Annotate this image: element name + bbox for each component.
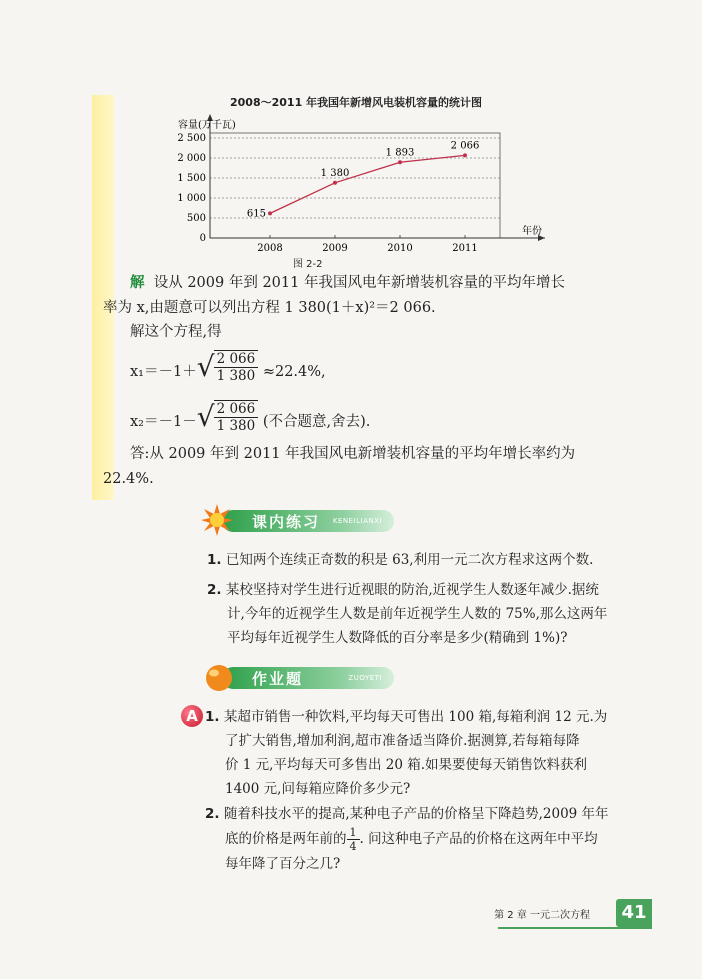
homework-pinyin: ZUOYETI — [348, 674, 382, 682]
data-label: 1 380 — [320, 167, 350, 179]
chart-plot — [150, 104, 550, 269]
practice-title: 课内练习 — [252, 513, 321, 531]
item-text: 随着科技水平的提高,某种电子产品的价格呈下降趋势,2009 年年 — [223, 806, 609, 822]
y-tick-label: 1 000 — [177, 193, 206, 204]
data-point — [268, 211, 272, 215]
practice-item-2-line-2: 计,今年的近视学生人数是前年近视学生人数的 75%,那么这两年 — [227, 606, 608, 622]
x-tick-label: 2009 — [322, 243, 348, 254]
practice-item-2-line-3: 平均每年近视学生人数降低的百分率是多少(精确到 1%)? — [227, 630, 568, 646]
frac-num: 1 — [347, 826, 360, 840]
practice-pinyin: KENEILIANXI — [332, 517, 382, 525]
x-tick-label: 2010 — [387, 243, 413, 254]
sqrt-x1: √ $\frac{2 066}{1 380}$ — [197, 350, 259, 384]
item-number: 1. — [205, 709, 220, 725]
frac-den: 4 — [349, 840, 357, 853]
chapter-footer: 第 2 章 一元二次方程 — [494, 910, 590, 921]
root-x1 — [130, 350, 326, 384]
frac-num: 2 066 — [214, 351, 259, 368]
solution-label: 解 — [130, 274, 145, 291]
item-text: 某超市销售一种饮料,平均每天可售出 100 箱,每箱利润 12 元.为 — [223, 709, 608, 725]
frac-den: 1 380 — [216, 368, 256, 384]
homework-item-1-line-3: 价 1 元,平均每天可多售出 20 箱.如果要使每天销售饮料获利 — [225, 757, 588, 773]
item-number: 1. — [207, 552, 222, 568]
level-a-badge: A — [181, 705, 203, 727]
sqrt-x2: √ $\frac{2 066}{1 380}$ — [197, 400, 259, 434]
data-point — [333, 181, 337, 185]
root-x2 — [130, 400, 370, 434]
homework-banner — [222, 667, 394, 689]
homework-item-2-line-3: 每年降了百分之几? — [225, 856, 341, 872]
solution-line-2: 率为 x,由题意可以列出方程 1 380(1＋x)²＝2 066. — [103, 300, 436, 316]
sun-icon — [200, 503, 234, 537]
x-tick-label: 2011 — [452, 243, 478, 254]
solution-text-1: 设从 2009 年到 2011 年我国风电年新增装机容量的平均年增长 — [153, 275, 565, 291]
answer-line-2: 22.4%. — [103, 471, 154, 487]
series-line — [270, 155, 465, 213]
data-point — [398, 160, 402, 164]
y-tick-label: 2 500 — [177, 133, 206, 144]
frac-den: 1 380 — [216, 418, 256, 434]
practice-item-2 — [207, 578, 599, 602]
item-text: 底的价格是两年前的 — [225, 831, 347, 847]
x2-suffix: (不合题意,舍去). — [262, 414, 371, 430]
page-number: 41 — [616, 899, 652, 927]
footer-rule — [498, 927, 652, 929]
practice-item-1 — [207, 548, 593, 572]
practice-banner — [222, 510, 394, 532]
y-tick-label: 1 500 — [177, 173, 206, 184]
answer-line-1: 答:从 2009 年到 2011 年我国风电新增装机容量的平均年增长率约为 — [130, 446, 576, 462]
x1-suffix: ≈22.4%, — [262, 364, 326, 380]
homework-item-2-line-2 — [225, 826, 598, 853]
figure-caption: 图 2-2 — [293, 259, 323, 270]
data-point — [463, 153, 467, 157]
item-text: 已知两个连续正奇数的积是 63,利用一元二次方程求这两个数. — [225, 552, 594, 568]
homework-title: 作业题 — [252, 670, 304, 688]
homework-item-1 — [205, 705, 607, 729]
solution-line-1 — [130, 271, 565, 295]
item-number: 2. — [207, 582, 222, 598]
y-tick-label: 2 000 — [177, 153, 206, 164]
data-label: 615 — [246, 208, 266, 220]
x2-prefix: x₂＝－1－ — [130, 414, 197, 430]
item-text: . 问这种电子产品的价格在这两年中平均 — [359, 831, 598, 847]
item-number: 2. — [205, 806, 220, 822]
frac-num: 2 066 — [214, 401, 259, 418]
homework-item-1-line-2: 了扩大销售,增加利润,超市准备适当降价.据测算,若每箱每降 — [225, 733, 580, 749]
x1-prefix: x₁＝－1＋ — [130, 364, 197, 380]
fraction-quarter — [347, 826, 360, 853]
x-tick-label: 2008 — [257, 243, 283, 254]
homework-item-1-line-4: 1400 元,问每箱应降价多少元? — [225, 781, 411, 797]
y-tick-label: 500 — [186, 213, 206, 224]
item-text: 某校坚持对学生进行近视眼的防治,近视学生人数逐年减少.据统 — [225, 582, 599, 598]
y-axis-label: 容量(万千瓦) — [178, 120, 236, 131]
homework-item-2 — [205, 802, 609, 826]
x-axis-label: 年份 — [522, 226, 542, 237]
data-label: 1 893 — [385, 147, 415, 159]
y-tick-label: 0 — [199, 233, 206, 244]
line-chart — [150, 92, 550, 267]
chart-title: 2008～2011 年我国年新增风电装机容量的统计图 — [230, 96, 483, 109]
orange-ball-icon — [203, 662, 235, 694]
solution-line-3: 解这个方程,得 — [130, 324, 222, 340]
data-label: 2 066 — [450, 140, 480, 152]
